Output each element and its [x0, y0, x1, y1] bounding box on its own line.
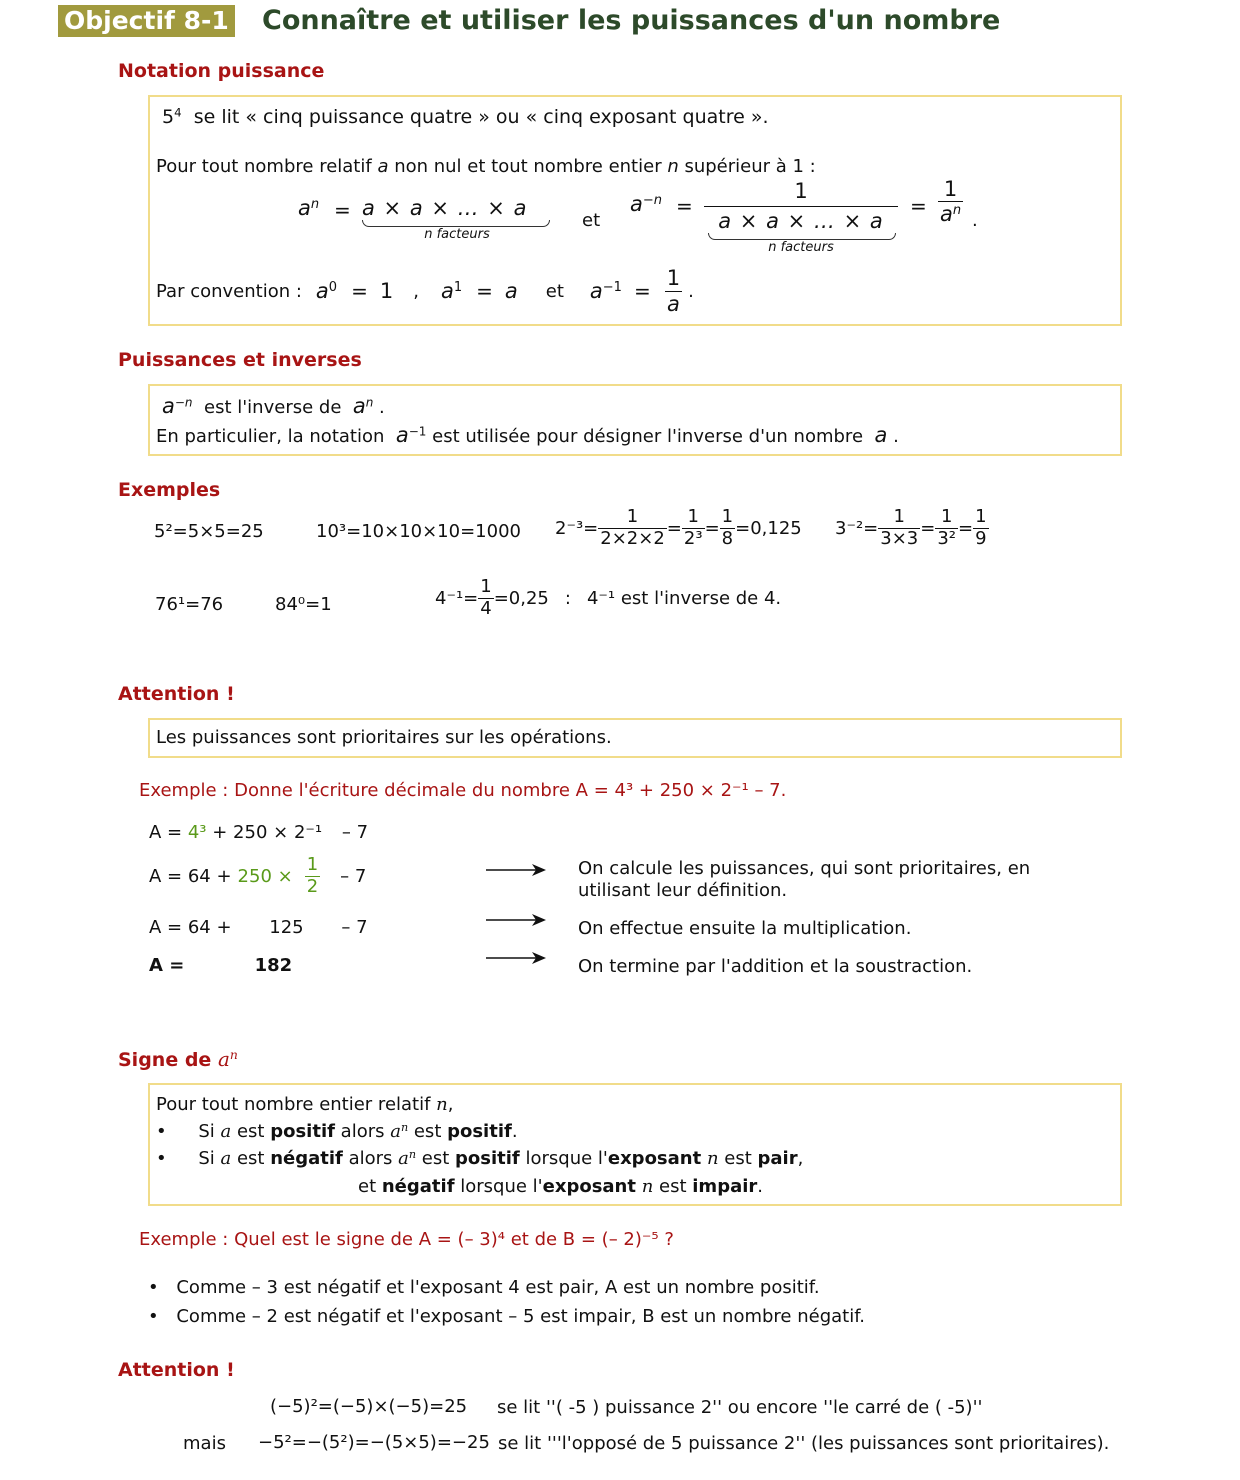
step-highlight: 250 ×: [237, 865, 293, 887]
intro-var-n: n: [667, 156, 679, 177]
bold: positif: [270, 1121, 335, 1142]
example-1: 5²=5×5=25: [154, 521, 264, 542]
example-question-2: Exemple : Quel est le signe de A = (– 3)⁴ et de B = (– 2)⁻⁵ ?: [139, 1229, 674, 1250]
a-neg-n: $a^{-n}$: [162, 394, 193, 418]
ex7-result: =0,25: [493, 587, 549, 609]
frac-den: a: [666, 291, 680, 316]
sign-rule-3: [358, 1176, 763, 1197]
eq-sign: =: [351, 279, 368, 303]
den: 2³: [683, 527, 703, 549]
ex4-frac-2: [935, 508, 958, 549]
step-value: 125: [269, 917, 304, 938]
a-zero: $a^0$: [315, 279, 338, 303]
step-tail: – 7: [341, 917, 368, 938]
den: 9: [975, 527, 987, 549]
step-value: 182: [254, 955, 293, 976]
frac-den: $a^n$: [940, 202, 962, 227]
example-3: 2⁻³= $\frac{1}{2\times 2\times 2}$ = $\frac{1}{\text{2³}}$ = $\frac{1}{8}$ =0,125: [555, 506, 802, 549]
den: 3²: [937, 527, 957, 549]
read-example: [162, 106, 769, 128]
section-heading-exemples: Exemples: [118, 479, 221, 501]
a-one: $a^1$: [440, 279, 463, 303]
eq-sign: =: [476, 279, 493, 303]
objective-badge: Objectif 8-1: [58, 5, 235, 37]
ex3-frac-3: [720, 508, 735, 549]
convention-label: Par convention :: [156, 280, 302, 302]
inverse-text: est l'inverse de: [204, 397, 342, 418]
text: alors: [334, 1121, 391, 1142]
text: est: [231, 1121, 271, 1142]
inverse-text-2: En particulier, la notation: [156, 426, 385, 447]
inverses-line-2: En particulier, la notation $a^{-1}$ est utilisée pour désigner l'inverse d'un nombre a .: [156, 423, 899, 447]
ex3-lhs: 2⁻³=: [555, 517, 599, 539]
step-lhs: A =: [149, 822, 183, 843]
num: 1: [306, 854, 319, 875]
fraction-denominator: a × a × … × a: [718, 209, 884, 233]
step-4: [149, 955, 292, 976]
one-value: 1: [379, 279, 394, 303]
num: 1: [480, 576, 492, 597]
bold: pair: [757, 1148, 798, 1169]
section-heading-inverses: Puissances et inverses: [118, 349, 362, 371]
heading-text: Signe de: [118, 1049, 212, 1071]
step-highlight: 4³: [187, 822, 207, 843]
intro-text-3: supérieur à 1 :: [678, 156, 816, 177]
den: 2: [306, 875, 319, 897]
equation-1-text: se lit ''( -5 ) puissance 2'' ou encore ''le carré de ( -5)'': [497, 1397, 983, 1418]
text: Pour tout nombre entier relatif: [156, 1094, 437, 1115]
section-heading-signe: [118, 1047, 238, 1071]
var-an: $a^n$: [398, 1147, 417, 1169]
text: est: [718, 1148, 758, 1169]
formula-an: $a^n$: [298, 196, 320, 220]
bullet: •: [156, 1148, 167, 1169]
ex3-frac-2: [682, 508, 705, 549]
var-a: a: [220, 1148, 232, 1169]
step-1: [149, 822, 368, 843]
formula-period: .: [972, 210, 978, 231]
step-fraction: [305, 856, 320, 897]
example-4: 3⁻²= $\frac{1}{3\times 3}$ = $\frac{1}{\text{3²}}$ = $\frac{1}{9}$: [835, 506, 987, 549]
step-lhs: A =: [149, 955, 185, 976]
explain-1: On calcule les puissances, qui sont prioritaires, en utilisant leur définition.: [578, 858, 1031, 901]
equation-2-text: se lit '''l'opposé de 5 puissance 2'' (les puissances sont prioritaires).: [498, 1433, 1110, 1454]
convention-line: [156, 264, 694, 318]
sign-item-1: [148, 1277, 820, 1298]
fraction-bar: [704, 206, 898, 207]
ex7-colon: :: [564, 587, 571, 609]
convention-period: .: [688, 280, 694, 302]
num: 1: [940, 506, 953, 527]
text: lorsque l': [519, 1148, 608, 1169]
step-2: [149, 856, 366, 897]
formula-fraction-product: [704, 178, 898, 255]
num: 1: [975, 506, 987, 527]
ex3-result: =0,125: [735, 517, 802, 539]
bold: négatif: [381, 1176, 455, 1197]
text: est: [416, 1148, 456, 1169]
one-over-a: [665, 267, 682, 314]
sign-item-2: [148, 1306, 865, 1327]
formula-et: et: [582, 210, 601, 231]
step-3: [149, 917, 368, 938]
formula-eq1: =: [334, 198, 351, 222]
underbrace: [362, 220, 550, 227]
text: ,: [447, 1094, 454, 1115]
ex4-frac-3: [973, 508, 988, 549]
ex3-frac-1: [598, 508, 667, 549]
a-var: a: [874, 423, 888, 447]
text: lorsque l': [454, 1176, 543, 1197]
text: Si: [198, 1148, 221, 1169]
eq-sign: =: [633, 279, 651, 303]
bold: exposant: [542, 1176, 636, 1197]
bold: positif: [447, 1121, 512, 1142]
a-value: a: [504, 279, 518, 303]
bullet: •: [156, 1121, 167, 1142]
definition-intro: [156, 156, 816, 177]
var-n: n: [641, 1176, 654, 1197]
text: ,: [797, 1148, 804, 1169]
intro-var-a: a: [377, 156, 389, 177]
read-text: se lit « cinq puissance quatre » ou « cinq exposant quatre ».: [193, 106, 769, 128]
explain-2: On effectue ensuite la multiplication.: [578, 918, 912, 939]
ex7-lhs: 4⁻¹=: [435, 587, 479, 609]
n-facteurs-label: n facteurs: [424, 227, 490, 242]
num: 1: [687, 506, 699, 527]
formula-eq2: =: [676, 194, 693, 218]
formula-eq3: =: [910, 194, 927, 218]
underbrace-2: [708, 233, 896, 240]
text: Si: [198, 1121, 221, 1142]
section-heading-attention-2: Attention !: [118, 1359, 235, 1381]
frac-num: 1: [666, 266, 681, 291]
inverse-text-3: est utilisée pour désigner l'inverse d'un nombre: [432, 426, 864, 447]
ex4-lhs: 3⁻²=: [835, 517, 879, 539]
equation-2: −5²=−(5²)=−(5×5)=−25: [258, 1432, 490, 1453]
den: 8: [721, 527, 734, 549]
text: est: [231, 1148, 271, 1169]
frac-num: 1: [943, 177, 958, 201]
den: 4: [480, 597, 492, 619]
intro-text-2: non nul et tout nombre entier: [388, 156, 668, 177]
bold: impair: [692, 1176, 758, 1197]
formula-one-over-an: [938, 178, 963, 225]
text: est: [653, 1176, 693, 1197]
num: 1: [721, 506, 734, 527]
formula-a-neg-n: $a^{-n}$: [630, 192, 663, 216]
step-tail: – 7: [341, 822, 369, 843]
bold: positif: [455, 1148, 520, 1169]
a-n: $a^n$: [352, 394, 374, 418]
n-facteurs-label-2: n facteurs: [768, 240, 834, 255]
den: 2×2×2: [600, 527, 665, 549]
inverses-line-1: $a^{-n}$ est l'inverse de $a^n$ .: [162, 394, 385, 418]
num: 1: [893, 506, 905, 527]
read-base: 5: [162, 106, 175, 128]
priority-text: Les puissances sont prioritaires sur les opérations.: [156, 727, 612, 748]
explain-3: On termine par l'addition et la soustraction.: [578, 956, 973, 977]
text: .: [511, 1121, 518, 1142]
item-text: Comme – 2 est négatif et l'exposant – 5 est impair, B est un nombre négatif.: [176, 1306, 865, 1327]
sign-intro: [156, 1094, 454, 1115]
sign-rule-1: [156, 1121, 518, 1142]
comma: ,: [413, 280, 419, 302]
a-minus-one: $a^{-1}$: [395, 423, 427, 447]
equation-1: (−5)²=(−5)×(−5)=25: [270, 1396, 468, 1417]
page-title: Connaître et utiliser les puissances d'un nombre: [262, 5, 1001, 36]
var-n: n: [436, 1094, 448, 1115]
formula-product-positive: [362, 196, 552, 242]
arrow-icon: [486, 862, 548, 878]
example-7: [435, 578, 781, 619]
bold: exposant: [607, 1148, 702, 1169]
fraction-numerator: 1: [794, 179, 808, 203]
a-minus-one: $a^{-1}$: [589, 279, 622, 303]
bullet: •: [148, 1277, 159, 1298]
read-exp: 4: [174, 105, 182, 120]
bullet: •: [148, 1306, 159, 1327]
heading-an: $a^n$: [217, 1047, 238, 1071]
example-2: 10³=10×10×10=1000: [316, 521, 521, 542]
example-6: 84⁰=1: [275, 594, 332, 615]
bold: négatif: [270, 1148, 343, 1169]
var-n: n: [706, 1148, 719, 1169]
var-a: a: [220, 1121, 232, 1142]
mais-label: mais: [183, 1433, 226, 1454]
intro-text-1: Pour tout nombre relatif: [156, 156, 378, 177]
product-text: a × a × … × a: [362, 196, 528, 220]
item-text: Comme – 3 est négatif et l'exposant 4 est pair, A est un nombre positif.: [176, 1277, 820, 1298]
ex7-frac: [478, 578, 493, 619]
text: est: [408, 1121, 448, 1142]
arrow-icon: [486, 912, 548, 928]
ex4-frac-1: [878, 508, 920, 549]
sign-rule-2: [156, 1148, 803, 1169]
example-question-1: Exemple : Donne l'écriture décimale du nombre A = 4³ + 250 × 2⁻¹ – 7.: [139, 780, 787, 801]
ex7-note: 4⁻¹ est l'inverse de 4.: [586, 587, 782, 609]
num: 1: [626, 506, 639, 527]
convention-et: et: [545, 280, 564, 302]
section-heading-notation: Notation puissance: [118, 60, 325, 82]
text: .: [757, 1176, 764, 1197]
step-rest: + 250 × 2⁻¹: [206, 822, 323, 843]
text: et: [358, 1176, 382, 1197]
arrow-icon: [486, 950, 548, 966]
var-an: $a^n$: [390, 1120, 409, 1142]
step-tail: – 7: [340, 865, 367, 887]
step-lhs: A = 64 +: [149, 917, 232, 938]
den: 3×3: [880, 527, 919, 549]
text: alors: [342, 1148, 399, 1169]
step-lhs: A = 64 +: [149, 865, 232, 887]
example-5: 76¹=76: [155, 594, 224, 615]
section-heading-attention: Attention !: [118, 683, 235, 705]
